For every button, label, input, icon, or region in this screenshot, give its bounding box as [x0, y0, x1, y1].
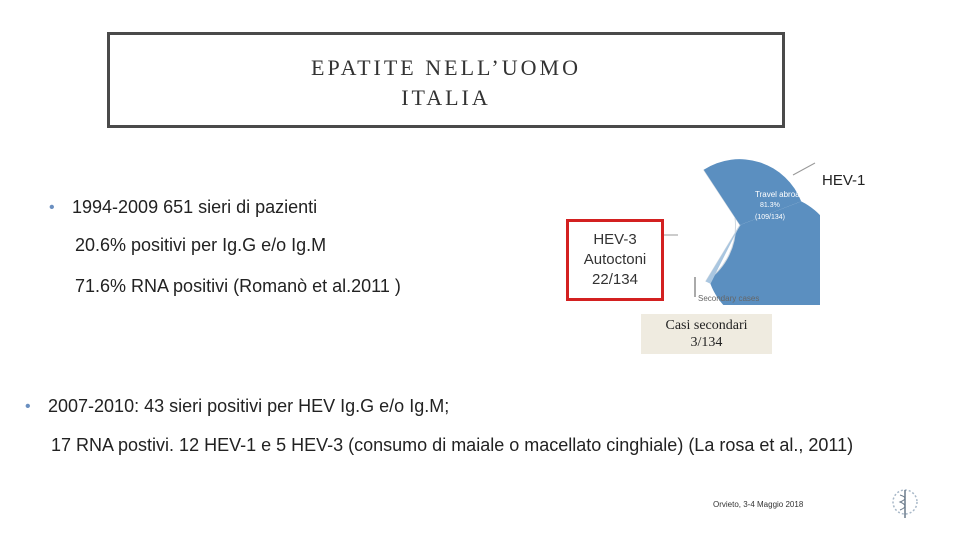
pie-label-secondary: Secondary cases: [698, 294, 760, 303]
pie-label-hev1: HEV-1: [822, 172, 866, 189]
casi-secondari-box: [641, 314, 772, 354]
pie-pointer-hev1: [793, 163, 815, 175]
bullet-2007-2010: 2007-2010: 43 sieri positivi per HEV Ig.G e/o Ig.M;: [48, 396, 450, 416]
bullet-dot-icon: •: [25, 398, 31, 415]
pie-chart: [660, 145, 820, 305]
hev3-autoctoni-box: [566, 219, 664, 301]
bullet-sub-igg: 20.6% positivi per Ig.G e/o Ig.M: [75, 235, 327, 255]
footer-text: Orvieto, 3-4 Maggio 2018: [713, 500, 804, 509]
caduceus-logo-icon: [890, 486, 920, 522]
bullet-dot-icon: •: [49, 199, 55, 216]
slide-title-line1: EPATITE NELL’UOMO: [311, 55, 581, 80]
bullet-1994-2009: 1994-2009 651 sieri di pazienti: [72, 197, 318, 217]
title-box: [107, 32, 785, 128]
autoctoni-label: Autoctoni: [583, 251, 647, 268]
casi-secondari-label: Casi secondari: [665, 318, 748, 333]
hev3-label: HEV-3: [593, 231, 637, 248]
slide-title-line2: ITALIA: [401, 85, 491, 110]
pie-label-count: (109/134): [755, 214, 785, 221]
pie-label-percent: 81.3%: [760, 202, 780, 209]
bullet-sub-rna: 71.6% RNA positivi (Romanò et al.2011 ): [75, 276, 401, 296]
casi-secondari-count: 3/134: [690, 335, 723, 350]
pie-label-travel: Travel abroad: [755, 190, 805, 199]
autoctoni-count: 22/134: [592, 271, 638, 288]
bullet-sub-rna-postivi: 17 RNA postivi. 12 HEV-1 e 5 HEV-3 (consumo di maiale o macellato cinghiale) (La rosa et al., 2011): [51, 435, 854, 455]
